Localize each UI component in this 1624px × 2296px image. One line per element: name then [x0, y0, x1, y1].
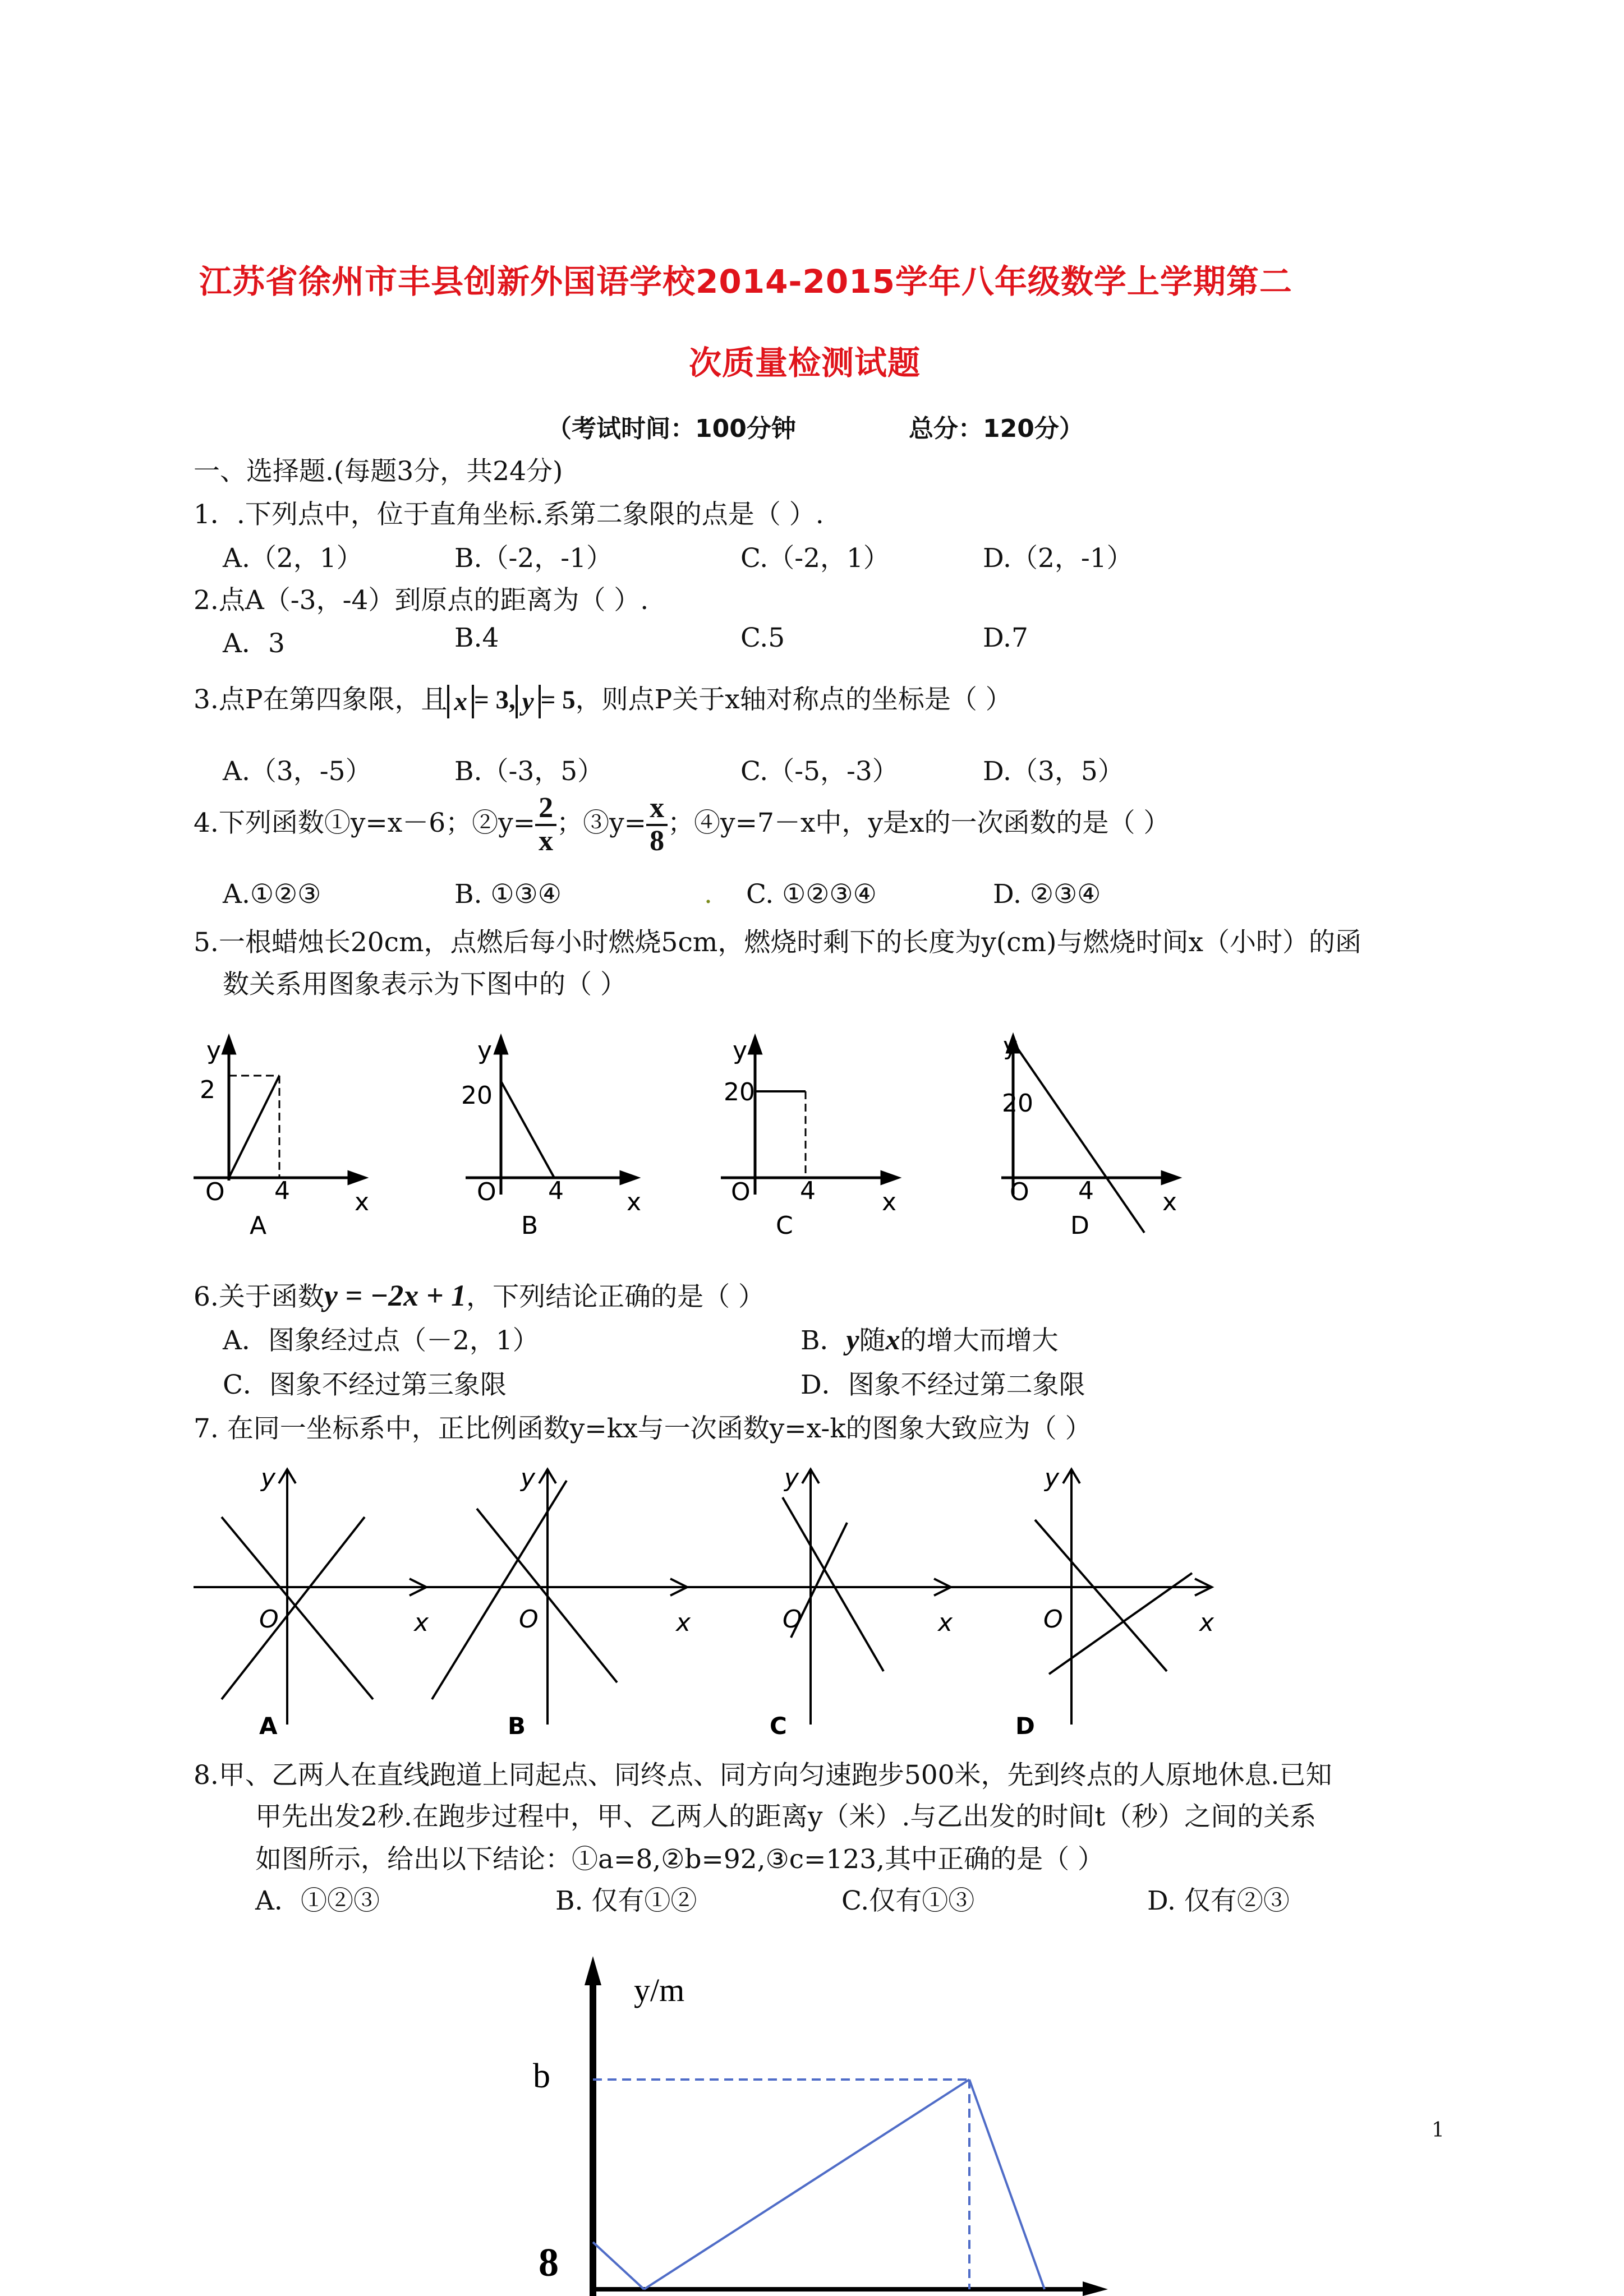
q3-option-a: A.（3，-5） [223, 756, 372, 787]
q5-line-2: 数关系用图象表示为下图中的（ ） [223, 969, 627, 1000]
q7-c-y-label: y [784, 1464, 799, 1492]
q6-b-y: y [846, 1324, 859, 1356]
q8-x-arrow [1083, 2281, 1108, 2296]
q2-option-a: A．3 [223, 628, 285, 659]
q8-line-2: 甲先出发2秒.在跑步过程中，甲、乙两人的距离y（米）.与乙出发的时间t（秒）之间的关系 [255, 1801, 1317, 1832]
exam-time: （考试时间：100分钟 [547, 414, 796, 443]
q4-f2-den: 8 [650, 825, 665, 857]
q2-option-d: D.7 [983, 623, 1028, 653]
q7-label-c: C [770, 1712, 787, 1740]
q7-c-origin: O [783, 1605, 802, 1634]
q3-option-d: D.（3，5） [983, 756, 1124, 787]
q5-a-y-tick: 2 [200, 1076, 215, 1104]
q6-formula: y = −2x + 1 [324, 1279, 467, 1312]
q6-option-c: C．图象不经过第三象限 [223, 1370, 507, 1400]
q7-label-a: A [259, 1712, 278, 1740]
q7-a-origin: O [259, 1605, 279, 1634]
q2-option-c: C.5 [740, 623, 785, 653]
q4-option-b: B. ①③④ [454, 879, 562, 910]
q8-segment-2 [644, 2080, 969, 2289]
q6-b-x: x [885, 1324, 900, 1356]
q7-d-y-label: y [1045, 1464, 1060, 1492]
q8-option-b: B. 仅有①② [555, 1885, 697, 1916]
q7-a-y-label: y [261, 1464, 276, 1492]
q5-label-a: A [250, 1211, 267, 1240]
exam-total-score: 总分：120分） [909, 414, 1084, 443]
q5-b-x-label: x [627, 1188, 642, 1216]
q5-a-x-label: x [355, 1188, 370, 1216]
q5-b-x-tick: 4 [548, 1177, 564, 1205]
q4-f1-num: 2 [535, 793, 556, 826]
q6-b-mid: 随 [859, 1325, 886, 1356]
q5-label-c: C [776, 1211, 793, 1240]
q5-b-y-tick: 20 [461, 1081, 493, 1110]
q4-option-c: C. ①②③④ [746, 879, 877, 910]
q4-part3: ；④y=7－x中，y是x的一次函数的是（ ） [668, 808, 1170, 838]
q5-a-y-label: y [206, 1036, 222, 1065]
q2-stem: 2.点A（-3，-4）到原点的距离为（ ）. [194, 585, 649, 616]
q8-line-3: 如图所示，给出以下结论：①a=8,②b=92,③c=123,其中正确的是（ ） [255, 1844, 1105, 1875]
q6-b-pre: B． [801, 1325, 846, 1356]
q5-b-y-label: y [477, 1036, 493, 1065]
q4-stray-dot: . [704, 879, 712, 910]
q4-f1-den: x [539, 825, 554, 857]
section-heading: 一、选择题.(每题3分，共24分) [194, 456, 563, 487]
q5-label-d: D [1070, 1211, 1089, 1240]
q6-post: ，下列结论正确的是（ ） [466, 1281, 765, 1312]
q5-a-origin: O [205, 1178, 225, 1206]
q3-y-var: y [522, 687, 534, 716]
q4-f2-num: x [646, 793, 668, 826]
q5-c-y-tick: 20 [724, 1078, 755, 1106]
page-number: 1 [1432, 2119, 1444, 2142]
q8-eight-label: 8 [539, 2240, 559, 2285]
q7-b-origin: O [519, 1605, 539, 1634]
q3-eq2: = 5 [540, 685, 576, 714]
q5-c-x-label: x [882, 1188, 897, 1216]
q8-option-d: D. 仅有②③ [1147, 1885, 1290, 1916]
q4-part1: 4.下列函数①y=x－6；②y= [194, 808, 536, 838]
q4-part2: ；③y= [556, 808, 647, 838]
q8-segment-1 [593, 2242, 644, 2289]
q1-option-b: B.（-2，-1） [454, 543, 613, 574]
q6-option-d: D．图象不经过第二象限 [801, 1370, 1085, 1400]
q5-label-b: B [521, 1211, 539, 1240]
q6-option-a: A．图象经过点（－2，1） [223, 1325, 539, 1356]
q6-pre: 6.关于函数 [194, 1281, 324, 1312]
q1-option-c: C.（-2，1） [740, 543, 890, 574]
q4-option-d: D. ②③④ [993, 879, 1101, 910]
title-line-1: 江苏省徐州市丰县创新外国语学校2014-2015学年八年级数学上学期第二 [199, 262, 1292, 301]
q5-d-x-tick: 4 [1078, 1177, 1094, 1205]
q7-a-x-label: x [414, 1608, 429, 1637]
q5-d-origin: O [1010, 1178, 1029, 1206]
q8-option-c: C.仅有①③ [841, 1885, 975, 1916]
q8-y-label: y/m [634, 1972, 685, 2008]
q1-option-d: D.（2，-1） [983, 543, 1133, 574]
q1-option-a: A.（2，1） [223, 543, 363, 574]
q8-line-1: 8.甲、乙两人在直线跑道上同起点、同终点、同方向匀速跑步500米，先到终点的人原地休息.已知 [194, 1760, 1332, 1791]
q5-c-y-label: y [733, 1036, 748, 1065]
q6-b-post: 的增大而增大 [900, 1325, 1059, 1356]
q2-option-b: B.4 [454, 623, 499, 653]
q8-segment-3 [969, 2080, 1045, 2289]
q7-label-d: D [1015, 1712, 1035, 1740]
q5-line-1: 5.一根蜡烛长20cm，点燃后每小时燃烧5cm，燃烧时剩下的长度为y(cm)与燃烧时间x（小时）的函 [194, 927, 1361, 958]
q5-d-x-label: x [1162, 1188, 1177, 1216]
q5-d-y-tick: 20 [1002, 1089, 1033, 1118]
q7-d-origin: O [1043, 1605, 1063, 1634]
q8-y-arrow [585, 1956, 601, 1985]
q1-stem: 1．.下列点中，位于直角坐标.系第二象限的点是（ ）. [194, 499, 824, 530]
q3-option-b: B.（-3，5） [454, 756, 604, 787]
q4-option-a: A.①②③ [223, 879, 321, 910]
title-line-2: 次质量检测试题 [689, 344, 921, 382]
q5-d-y-label: y [1003, 1032, 1018, 1061]
q8-option-a: A．①②③ [255, 1885, 380, 1916]
q3-stem-post: ，则点P关于x轴对称点的坐标是（ ） [575, 684, 1012, 715]
q5-a-x-tick: 4 [274, 1177, 290, 1205]
q7-stem: 7. 在同一坐标系中，正比例函数y=kx与一次函数y=x-k的图象大致应为（ ） [194, 1413, 1092, 1444]
q3-stem-pre: 3.点P在第四象限，且 [194, 684, 448, 715]
q7-label-b: B [508, 1712, 526, 1740]
q7-b-y-label: y [521, 1464, 536, 1492]
q5-b-origin: O [477, 1178, 496, 1206]
q3-option-c: C.（-5，-3） [740, 756, 899, 787]
q5-c-origin: O [731, 1178, 751, 1206]
q5-c-x-tick: 4 [800, 1177, 816, 1205]
q3-eq1: = 3, [473, 685, 516, 714]
q7-b-x-label: x [676, 1608, 691, 1637]
q7-c-x-label: x [938, 1608, 953, 1637]
q8-b-label: b [533, 2057, 550, 2095]
q3-x-var: x [454, 687, 467, 716]
q7-d-x-label: x [1199, 1608, 1214, 1637]
